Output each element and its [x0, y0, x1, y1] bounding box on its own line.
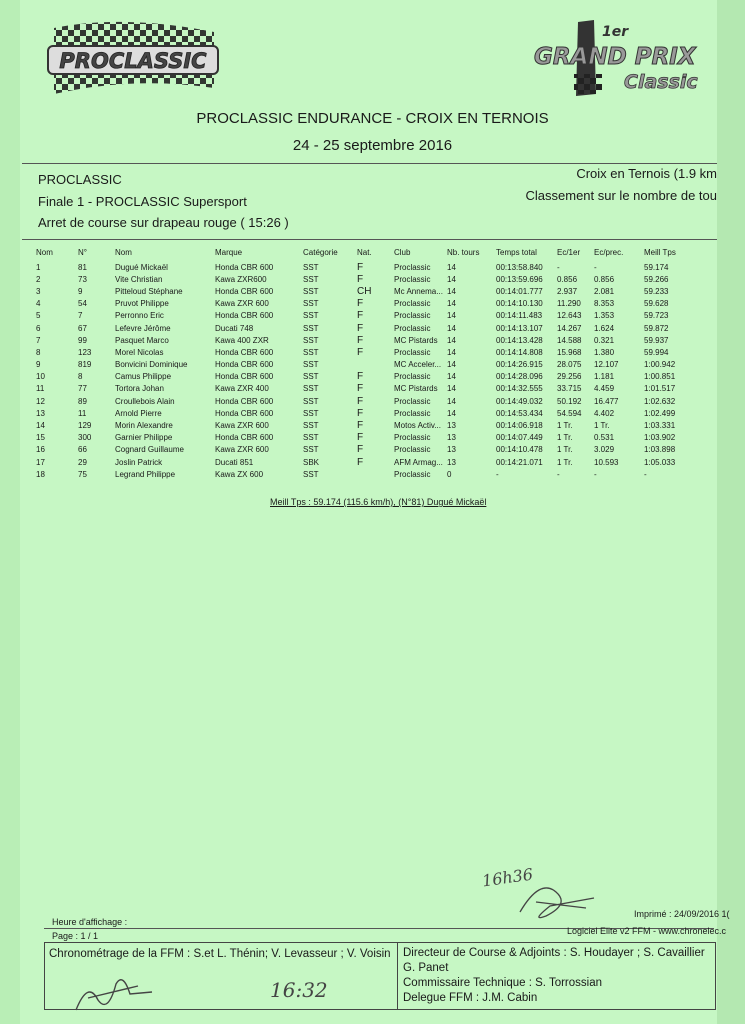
col-laps: Nb. tours — [447, 247, 480, 257]
cell-name: Perronno Eric — [115, 311, 164, 321]
table-row — [36, 285, 689, 297]
cell-best-lap: 1:05.033 — [644, 457, 676, 467]
cell-pos: 2 — [36, 274, 41, 284]
cell-laps: 14 — [447, 335, 456, 345]
col-number: N° — [78, 247, 87, 257]
cell-brand: Kawa ZXR600 — [215, 274, 267, 284]
cell-nat: F — [357, 371, 364, 383]
cell-brand: Honda CBR 600 — [215, 311, 274, 321]
cell-category: SST — [303, 335, 319, 345]
cell-best-lap: 1:01.517 — [644, 384, 676, 394]
cell-category: SST — [303, 347, 319, 357]
cell-category: SST — [303, 433, 319, 443]
cell-laps: 14 — [447, 384, 456, 394]
cell-nat: F — [357, 456, 364, 468]
table-row — [36, 346, 689, 358]
cell-number: 7 — [78, 311, 83, 321]
cell-number: 123 — [78, 347, 92, 357]
cell-category: SST — [303, 360, 319, 370]
cell-category: SST — [303, 299, 319, 309]
cell-gap-first: 29.256 — [557, 372, 582, 382]
cell-gap-first: 12.643 — [557, 311, 582, 321]
cell-laps: 14 — [447, 299, 456, 309]
cell-name: Joslin Patrick — [115, 457, 163, 467]
cell-best-lap: 59.174 — [644, 262, 669, 272]
cell-nat: F — [357, 444, 364, 456]
cell-name: Legrand Philippe — [115, 469, 176, 479]
cell-brand: Honda CBR 600 — [215, 347, 274, 357]
table-header-row — [36, 246, 689, 261]
cell-club: Proclassic — [394, 372, 431, 382]
cell-name: Tortora Johan — [115, 384, 164, 394]
table-row — [36, 322, 689, 334]
cell-nat: F — [357, 298, 364, 310]
cell-brand: Kawa ZXR 600 — [215, 421, 269, 431]
cell-total-time: 00:14:13.107 — [496, 323, 543, 333]
cell-category: SST — [303, 384, 319, 394]
cell-gap-prev: - — [594, 469, 597, 479]
handwritten-time: 16:32 — [270, 978, 328, 1002]
tech-commissioner: Commissaire Technique : S. Torrossian — [403, 977, 602, 989]
cell-category: SST — [303, 372, 319, 382]
cell-pos: 15 — [36, 433, 45, 443]
cell-pos: 14 — [36, 421, 45, 431]
cell-number: 8 — [78, 372, 83, 382]
signature-left — [68, 970, 158, 1016]
cell-laps: 13 — [447, 421, 456, 431]
display-time-label: Heure d'affichage : — [52, 917, 128, 927]
cell-brand: Kawa ZXR 400 — [215, 384, 269, 394]
cell-brand: Honda CBR 600 — [215, 408, 274, 418]
cell-number: 300 — [78, 433, 92, 443]
cell-gap-first: 1 Tr. — [557, 457, 573, 467]
cell-pos: 7 — [36, 335, 41, 345]
table-row — [36, 444, 689, 456]
cell-gap-prev: 3.029 — [594, 445, 615, 455]
col-club: Club — [394, 247, 411, 257]
cell-gap-first: 2.937 — [557, 286, 578, 296]
cell-total-time: 00:13:59.696 — [496, 274, 543, 284]
cell-laps: 14 — [447, 347, 456, 357]
race-director: Directeur de Course & Adjoints : S. Houdayer ; S. Cavaillier — [403, 947, 705, 959]
cell-club: AFM Armag... — [394, 457, 443, 467]
cell-laps: 14 — [447, 323, 456, 333]
cell-gap-prev: 0.321 — [594, 335, 615, 345]
cell-gap-prev: 8.353 — [594, 299, 615, 309]
event-title: PROCLASSIC ENDURANCE - CROIX EN TERNOIS — [196, 110, 549, 127]
cell-name: Pruvot Philippe — [115, 299, 169, 309]
circuit-name: Croix en Ternois (1.9 km — [576, 166, 717, 181]
timekeepers: Chronométrage de la FFM : S.et L. Thénin; V. Levasseur ; V. Voisin — [49, 948, 391, 960]
table-row — [36, 456, 689, 468]
table-row — [36, 298, 689, 310]
cell-total-time: - — [496, 469, 499, 479]
cell-number: 73 — [78, 274, 87, 284]
logo-right-grandprix: GRAND PRIX — [534, 44, 696, 70]
printed-date: Imprimé : 24/09/2016 1( — [634, 909, 730, 919]
cell-total-time: 00:14:13.428 — [496, 335, 543, 345]
cell-nat: F — [357, 432, 364, 444]
cell-club: Motos Activ... — [394, 421, 441, 431]
cell-gap-prev: 16.477 — [594, 396, 619, 406]
cell-pos: 8 — [36, 347, 41, 357]
cell-best-lap: 1:03.902 — [644, 433, 676, 443]
table-row — [36, 371, 689, 383]
table-row — [36, 334, 689, 346]
cell-nat: F — [357, 383, 364, 395]
cell-number: 819 — [78, 360, 92, 370]
proclassic-logo — [44, 18, 222, 102]
cell-brand: Kawa ZXR 600 — [215, 445, 269, 455]
cell-club: Proclassic — [394, 433, 431, 443]
cell-total-time: 00:14:21.071 — [496, 457, 543, 467]
cell-gap-first: 0.856 — [557, 274, 578, 284]
cell-best-lap: 59.266 — [644, 274, 669, 284]
cell-brand: Kawa ZXR 600 — [215, 299, 269, 309]
cell-number: 11 — [78, 408, 87, 418]
col-gap-first: Ec/1er — [557, 247, 581, 257]
cell-best-lap: 59.628 — [644, 299, 669, 309]
table-row — [36, 407, 689, 419]
cell-club: Proclassic — [394, 274, 431, 284]
cell-brand: Kawa 400 ZXR — [215, 335, 269, 345]
cell-gap-prev: - — [594, 262, 597, 272]
cell-name: Bonvicini Dominique — [115, 360, 188, 370]
cell-number: 77 — [78, 384, 87, 394]
cell-name: Dugué Mickaël — [115, 262, 168, 272]
cell-laps: 13 — [447, 445, 456, 455]
cell-brand: Honda CBR 600 — [215, 372, 274, 382]
cell-club: Proclassic — [394, 323, 431, 333]
header-divider — [22, 163, 717, 164]
cell-gap-prev: 1.624 — [594, 323, 615, 333]
cell-club: Proclassic — [394, 408, 431, 418]
cell-best-lap: 59.233 — [644, 286, 669, 296]
cell-gap-first: 11.290 — [557, 299, 581, 309]
cell-category: SST — [303, 396, 319, 406]
cell-gap-prev: 0.531 — [594, 433, 615, 443]
handwritten-time-2: 16h36 — [480, 864, 535, 891]
cell-laps: 14 — [447, 360, 456, 370]
cell-name: Arnold Pierre — [115, 408, 162, 418]
cell-total-time: 00:14:01.777 — [496, 286, 543, 296]
cell-number: 66 — [78, 445, 87, 455]
table-row — [36, 419, 689, 431]
cell-pos: 6 — [36, 323, 41, 333]
cell-best-lap: 1:03.331 — [644, 421, 676, 431]
cell-name: Morel Nicolas — [115, 347, 164, 357]
cell-best-lap: 59.872 — [644, 323, 669, 333]
cell-gap-prev: 1.353 — [594, 311, 615, 321]
cell-gap-first: 1 Tr. — [557, 445, 573, 455]
cell-club: Proclassic — [394, 311, 431, 321]
cell-brand: Ducati 748 — [215, 323, 254, 333]
cell-category: SST — [303, 323, 319, 333]
cell-nat: F — [357, 334, 364, 346]
grand-prix-classic-logo — [530, 18, 730, 96]
cell-gap-first: 54.594 — [557, 408, 582, 418]
cell-name: Garnier Philippe — [115, 433, 173, 443]
cell-nat: F — [357, 310, 364, 322]
cell-pos: 18 — [36, 469, 45, 479]
cell-club: Proclassic — [394, 299, 431, 309]
cell-pos: 4 — [36, 299, 41, 309]
cell-category: SST — [303, 469, 319, 479]
cell-category: SST — [303, 274, 319, 284]
cell-brand: Honda CBR 600 — [215, 360, 274, 370]
cell-category: SST — [303, 421, 319, 431]
col-pos: Nom — [36, 247, 53, 257]
cell-nat — [357, 359, 394, 371]
cell-nat: F — [357, 261, 364, 273]
cell-number: 89 — [78, 396, 87, 406]
cell-number: 81 — [78, 262, 87, 272]
cell-gap-first: 15.968 — [557, 347, 582, 357]
cell-best-lap: 59.994 — [644, 347, 669, 357]
cell-pos: 10 — [36, 372, 45, 382]
cell-gap-prev: 1.181 — [594, 372, 615, 382]
cell-total-time: 00:14:10.478 — [496, 445, 543, 455]
best-lap-summary: Meill Tps : 59.174 (115.6 km/h), (N°81) Dugué Mickaël — [270, 497, 487, 507]
cell-gap-first: 14.267 — [557, 323, 582, 333]
cell-pos: 17 — [36, 457, 45, 467]
cell-category: SST — [303, 262, 319, 272]
race-director-2: G. Panet — [403, 962, 449, 974]
cell-nat — [357, 468, 394, 480]
table-row — [36, 395, 689, 407]
cell-pos: 16 — [36, 445, 45, 455]
cell-pos: 3 — [36, 286, 41, 296]
cell-gap-first: 33.715 — [557, 384, 582, 394]
cell-laps: 14 — [447, 311, 456, 321]
cell-club: MC Pistards — [394, 384, 438, 394]
cell-club: Proclassic — [394, 469, 431, 479]
cell-gap-first: 1 Tr. — [557, 433, 573, 443]
cell-name: Croullebois Alain — [115, 396, 175, 406]
table-row — [36, 468, 689, 480]
cell-number: 54 — [78, 299, 87, 309]
cell-best-lap: 1:03.898 — [644, 445, 676, 455]
cell-pos: 13 — [36, 408, 45, 418]
cell-number: 99 — [78, 335, 87, 345]
results-table — [36, 246, 689, 480]
cell-nat: F — [357, 407, 364, 419]
cell-brand: Honda CBR 600 — [215, 396, 274, 406]
cell-name: Camus Philippe — [115, 372, 172, 382]
logo-right-1er: 1er — [602, 24, 629, 40]
cell-brand: Honda CBR 600 — [215, 262, 274, 272]
cell-name: Pasquet Marco — [115, 335, 169, 345]
cell-category: SST — [303, 408, 319, 418]
cell-best-lap: 1:02.632 — [644, 396, 676, 406]
col-nat: Nat. — [357, 247, 372, 257]
table-row — [36, 273, 689, 285]
col-gap-prev: Ec/prec. — [594, 247, 624, 257]
cell-pos: 5 — [36, 311, 41, 321]
cell-gap-first: 50.192 — [557, 396, 582, 406]
cell-laps: 13 — [447, 433, 456, 443]
page-number: Page : 1 / 1 — [52, 931, 99, 941]
cell-gap-prev: 1 Tr. — [594, 421, 610, 431]
cell-nat: F — [357, 322, 364, 334]
cell-name: Vite Christian — [115, 274, 163, 284]
cell-nat: F — [357, 273, 364, 285]
cell-brand: Honda CBR 600 — [215, 286, 274, 296]
cell-best-lap: 1:02.499 — [644, 408, 676, 418]
cell-nat: F — [357, 420, 364, 432]
cell-laps: 14 — [447, 408, 456, 418]
software-credit: Logiciel Elite v2 FFM - www.chronelec.c — [567, 926, 727, 936]
cell-brand: Ducati 851 — [215, 457, 254, 467]
cell-total-time: 00:14:11.483 — [496, 311, 543, 321]
cell-category: SST — [303, 311, 319, 321]
cell-total-time: 00:14:10.130 — [496, 299, 543, 309]
cell-number: 29 — [78, 457, 87, 467]
cell-number: 129 — [78, 421, 92, 431]
cell-gap-prev: 1.380 — [594, 347, 615, 357]
cell-best-lap: 59.723 — [644, 311, 669, 321]
cell-nat: F — [357, 395, 364, 407]
cell-category: SST — [303, 445, 319, 455]
cell-gap-first: 28.075 — [557, 360, 582, 370]
table-row — [36, 432, 689, 444]
cell-total-time: 00:14:28.096 — [496, 372, 543, 382]
cell-laps: 14 — [447, 372, 456, 382]
cell-name: Lefevre Jérôme — [115, 323, 171, 333]
cell-club: Proclassic — [394, 445, 431, 455]
cell-pos: 9 — [36, 360, 41, 370]
cell-nat: CH — [357, 285, 372, 297]
cell-club: Proclassic — [394, 396, 431, 406]
cell-club: Proclassic — [394, 262, 431, 272]
cell-laps: 14 — [447, 274, 456, 284]
officials — [403, 946, 713, 1006]
cell-gap-prev: 2.081 — [594, 286, 615, 296]
logo-right-classic: Classic — [624, 71, 698, 93]
organizer: PROCLASSIC — [38, 172, 122, 187]
cell-gap-prev: 10.593 — [594, 457, 619, 467]
cell-gap-prev: 0.856 — [594, 274, 615, 284]
cell-total-time: 00:14:53.434 — [496, 408, 543, 418]
table-row — [36, 383, 689, 395]
cell-total-time: 00:13:58.840 — [496, 262, 543, 272]
cell-pos: 1 — [36, 262, 41, 272]
cell-nat: F — [357, 346, 364, 358]
cell-total-time: 00:14:49.032 — [496, 396, 543, 406]
cell-best-lap: 1:00.851 — [644, 372, 676, 382]
cell-number: 67 — [78, 323, 87, 333]
cell-number: 75 — [78, 469, 87, 479]
cell-total-time: 00:14:32.555 — [496, 384, 543, 394]
signature-right — [510, 872, 600, 924]
cell-name: Pitteloud Stéphane — [115, 286, 183, 296]
logo-left-text: PROCLASSIC — [59, 49, 207, 73]
col-best-lap: Meill Tps — [644, 247, 676, 257]
cell-gap-prev: 12.107 — [594, 360, 619, 370]
cell-total-time: 00:14:07.449 — [496, 433, 543, 443]
ffm-delegate: Delegue FFM : J.M. Cabin — [403, 992, 538, 1004]
cell-pos: 12 — [36, 396, 45, 406]
cell-best-lap: - — [644, 469, 647, 479]
cell-total-time: 00:14:14.808 — [496, 347, 543, 357]
cell-brand: Kawa ZX 600 — [215, 469, 264, 479]
table-row — [36, 261, 689, 273]
cell-gap-prev: 4.459 — [594, 384, 615, 394]
cell-laps: 14 — [447, 262, 456, 272]
cell-best-lap: 1:00.942 — [644, 360, 676, 370]
cell-category: SBK — [303, 457, 320, 467]
cell-gap-first: - — [557, 262, 560, 272]
cell-brand: Honda CBR 600 — [215, 433, 274, 443]
cell-club: Mc Annema... — [394, 286, 443, 296]
col-name: Nom — [115, 247, 132, 257]
cell-best-lap: 59.937 — [644, 335, 669, 345]
cell-laps: 0 — [447, 469, 452, 479]
cell-name: Cognard Guillaume — [115, 445, 184, 455]
cell-gap-first: 1 Tr. — [557, 421, 573, 431]
cell-total-time: 00:14:26.915 — [496, 360, 543, 370]
table-row — [36, 310, 689, 322]
cell-total-time: 00:14:06.918 — [496, 421, 543, 431]
table-row — [36, 359, 689, 371]
cell-club: MC Pistards — [394, 335, 438, 345]
cell-gap-prev: 4.402 — [594, 408, 615, 418]
cell-laps: 14 — [447, 396, 456, 406]
ranking-mode: Classement sur le nombre de tou — [525, 188, 717, 203]
col-total-time: Temps total — [496, 247, 537, 257]
cell-laps: 14 — [447, 286, 456, 296]
cell-name: Morin Alexandre — [115, 421, 173, 431]
cell-number: 9 — [78, 286, 83, 296]
col-category: Catégorie — [303, 247, 338, 257]
cell-gap-first: 14.588 — [557, 335, 582, 345]
cell-category: SST — [303, 286, 319, 296]
table-top-divider — [22, 239, 717, 240]
cell-club: Proclassic — [394, 347, 431, 357]
race-note: Arret de course sur drapeau rouge ( 15:26 ) — [38, 215, 289, 230]
cell-laps: 13 — [447, 457, 456, 467]
event-dates: 24 - 25 septembre 2016 — [292, 137, 453, 154]
cell-club: MC Acceler... — [394, 360, 442, 370]
session-title: Finale 1 - PROCLASSIC Supersport — [38, 194, 247, 209]
cell-pos: 11 — [36, 384, 45, 394]
cell-gap-first: - — [557, 469, 560, 479]
col-brand: Marque — [215, 247, 243, 257]
